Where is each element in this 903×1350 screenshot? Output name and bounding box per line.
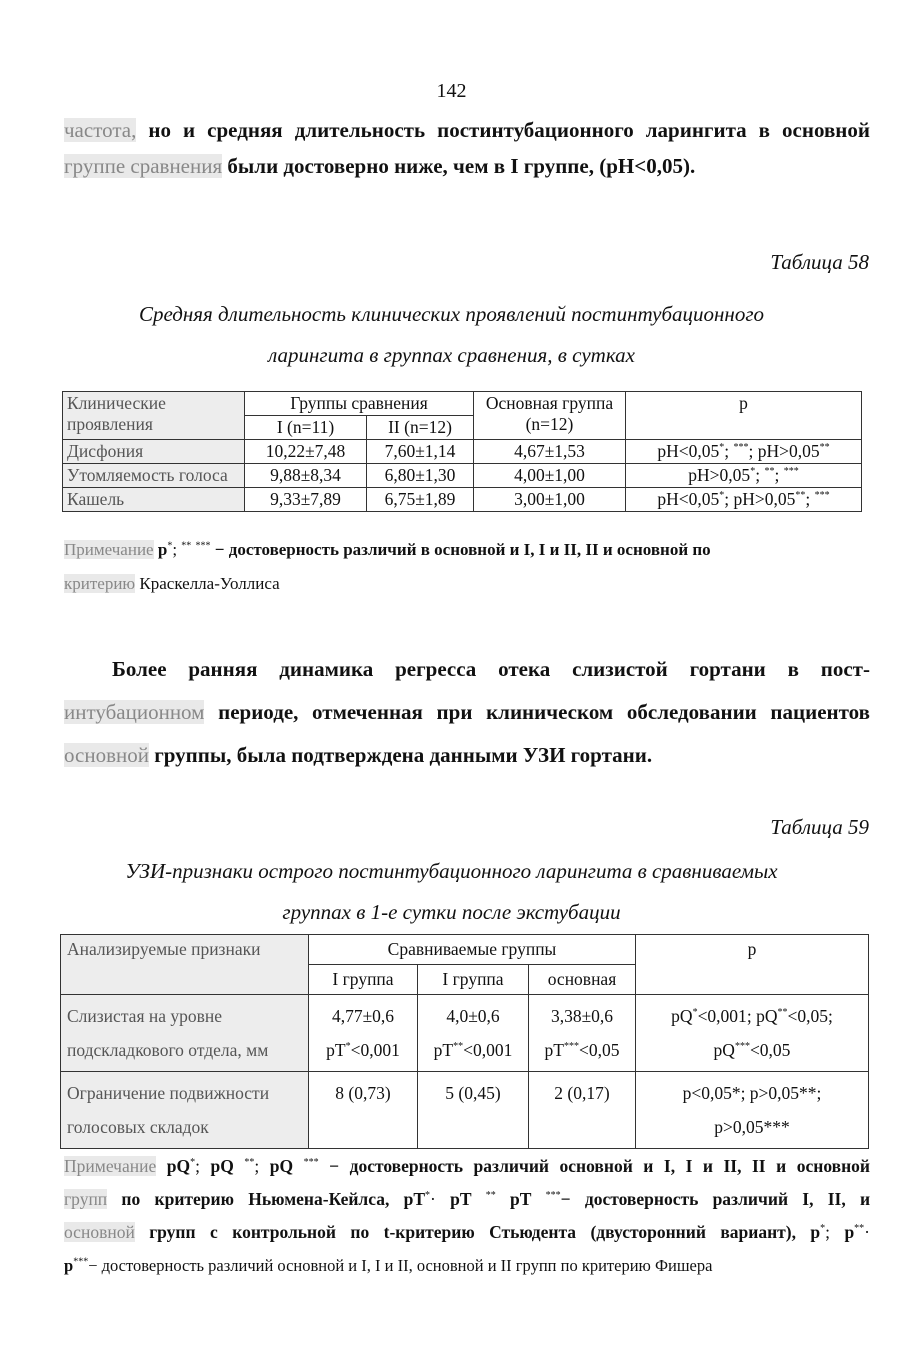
star-mark: ** [854, 1223, 865, 1235]
star-mark: *** [195, 540, 211, 552]
table-row [61, 995, 869, 1072]
pt-value: <0,001 [463, 1040, 513, 1060]
row-name-line: подскладкового отдела, мм [67, 1040, 269, 1060]
header-group-2: II (n=12) [367, 416, 474, 440]
star-mark: ** [777, 1007, 788, 1019]
note-text: − достоверность различий в основной и I, I и II, II и основной по [210, 540, 711, 559]
pt-value: <0,001 [350, 1040, 400, 1060]
p-line: p<0,05*; p>0,05**; [682, 1083, 822, 1103]
table-59-caption: Таблица 59 [770, 815, 869, 839]
paragraph-text: Более ранняя динамика регресса отека слизистой гортани в пост- [112, 657, 870, 681]
p-line: p>0,05*** [714, 1117, 790, 1137]
cell-g1 [309, 995, 418, 1072]
faded-word: группе сравнения [64, 154, 223, 178]
cell-g1: 10,22±7,48 [245, 440, 367, 464]
note-p: p [64, 1256, 74, 1275]
cell-p [626, 488, 862, 512]
star-mark: *** [303, 1157, 319, 1169]
faded-word: интубационном [64, 700, 205, 724]
p-value: ; pH>0,05 [748, 441, 820, 461]
pt-label: pT [433, 1040, 454, 1060]
note-p: p [157, 540, 168, 559]
cell-g2: 6,80±1,30 [367, 464, 474, 488]
row-name-line: Слизистая на уровне [67, 1006, 223, 1026]
header-group-1: I (n=11) [245, 416, 367, 440]
note-text: по критерию Ньюмена-Кейлса, [107, 1189, 404, 1209]
cell-value: 4,0±0,6 [446, 1006, 500, 1026]
p-value: pH<0,05 [657, 441, 720, 461]
star-mark: * [345, 1041, 351, 1053]
header-signs: Анализируемые признаки [61, 935, 309, 995]
cell-g2 [418, 995, 529, 1072]
note-label: Примечание [64, 1156, 157, 1176]
pt-value: <0,05 [578, 1040, 620, 1060]
cell-p: pH>0,05*; **; *** [626, 464, 862, 488]
faded-word: групп [64, 1189, 108, 1209]
header-p: p [626, 392, 862, 440]
cell-main [529, 995, 636, 1072]
paragraph-text: периоде, отмеченная при клиническом обследовании пациентов [204, 700, 870, 724]
star-mark: ** [244, 1157, 255, 1169]
row-name: Дисфония [63, 440, 245, 464]
cell-g2: 5 (0,45) [418, 1072, 529, 1149]
cell-p [636, 1072, 869, 1149]
header-group-1: I группа [309, 965, 418, 995]
cell-main: 4,00±1,00 [474, 464, 626, 488]
star-mark: *** [73, 1256, 89, 1268]
pq-label: pQ [756, 1006, 778, 1026]
pq-value: <0,05 [749, 1040, 791, 1060]
star-mark: ** [795, 490, 806, 502]
p-value: pH>0,05 [688, 465, 751, 485]
note-text: − достоверность различий основной и I, I и II, II и основной [318, 1156, 870, 1176]
cell-pvalue [535, 1033, 629, 1067]
page-number: 142 [436, 80, 467, 102]
cell-g1: 9,88±8,34 [245, 464, 367, 488]
cell-pvalue [315, 1033, 411, 1067]
cell-value: 3,38±0,6 [550, 1006, 614, 1026]
pq-value: <0,05 [787, 1006, 828, 1026]
star-mark: ** [819, 442, 830, 454]
row-name-line: Ограничение подвижности [67, 1083, 270, 1103]
title-line: группах в 1-е сутки после экстубации [282, 900, 621, 924]
pt-label: pT [326, 1040, 346, 1060]
faded-word: основной [64, 1222, 135, 1242]
header-p: p [636, 935, 869, 995]
pq-label: pQ [713, 1040, 735, 1060]
table-58 [62, 391, 862, 512]
row-name: Кашель [63, 488, 245, 512]
row-name [61, 995, 309, 1072]
paragraph-2 [64, 648, 870, 777]
paragraph-text: но и средняя длительность постинтубационного ларингита в основной [136, 118, 870, 142]
pq-value: <0,001 [697, 1006, 747, 1026]
note-label: Примечание [64, 540, 154, 559]
note-text: − достоверность различий основной и I, I и II, основной и II групп по критерию Фишера [88, 1256, 713, 1275]
cell-main: 3,00±1,00 [474, 488, 626, 512]
p-line: pQ*<0,001; pQ**<0,05; [671, 1006, 833, 1026]
p-value: ; [805, 489, 811, 509]
star-mark: * [692, 1007, 698, 1019]
table-59-title [0, 851, 903, 933]
star-mark: ** [181, 540, 192, 552]
separator: ; [746, 1006, 757, 1026]
star-mark: ** [485, 1190, 496, 1202]
faded-word: основной [64, 743, 149, 767]
table-59-note: Примечание pQ*; pQ **; pQ *** − достоверность различий основной и I, I и II, II и основной групп по критерию Ньюмена-Кейлса, pT*· pT ** pT ***− достоверность различий I, II, и основной групп с контрольной по t-критерию Стьюдента (двусторонний вариант), p*; p**· p***− достоверность различий основной и I, I и II, основной и II групп по критерию Фишера [64, 1156, 871, 1275]
cell-g2: 6,75±1,89 [367, 488, 474, 512]
star-mark: * [719, 442, 725, 454]
note-pq: pQ [210, 1156, 234, 1176]
star-mark: * [425, 1190, 431, 1202]
note-text: Краскелла-Уоллиса [135, 574, 280, 593]
star-mark: *** [783, 466, 799, 478]
faded-word: частота, [64, 118, 137, 142]
star-mark: * [167, 540, 173, 552]
row-name [61, 1072, 309, 1149]
star-mark: *** [545, 1190, 561, 1202]
p-value: pH<0,05 [657, 489, 720, 509]
cell-g1: 9,33±7,89 [245, 488, 367, 512]
note-pt: pT [510, 1189, 532, 1209]
pq-label: pQ [671, 1006, 693, 1026]
title-line: Средняя длительность клинических проявлений постинтубационного [138, 302, 765, 326]
cell-g1: 8 (0,73) [309, 1072, 418, 1149]
star-mark: ** [453, 1041, 464, 1053]
cell-p: pH<0,05*; ***; pH>0,05** [626, 440, 862, 464]
cell-main: 4,67±1,53 [474, 440, 626, 464]
star-mark: * [820, 1223, 826, 1235]
cell-g2: 7,60±1,14 [367, 440, 474, 464]
p-value: ; pH>0,05 [724, 489, 796, 509]
star-mark: * [190, 1157, 196, 1169]
row-name: Утомляемость голоса [63, 464, 245, 488]
table-58-title [0, 294, 903, 376]
cell-main: 2 (0,17) [529, 1072, 636, 1149]
table-58-note: Примечание p*; ** *** − достоверность различий в основной и I, I и II, II и основной по критерию Краскелла-Уоллиса [64, 540, 711, 593]
star-mark: ** [764, 466, 775, 478]
star-mark: *** [814, 490, 830, 502]
faded-word: критерию [64, 574, 136, 593]
note-pq: pQ [269, 1156, 294, 1176]
note-pt: pT [403, 1189, 426, 1209]
star-mark: *** [734, 1041, 750, 1053]
note-pt: pT [450, 1189, 472, 1209]
table-row [61, 1072, 869, 1149]
paragraph-1 [64, 112, 870, 184]
title-line: УЗИ-признаки острого постинтубационного ларингита в сравниваемых [125, 859, 778, 883]
star-mark: * [750, 466, 756, 478]
table-row [63, 464, 862, 488]
note-text: групп с контрольной по t-критерию Стьюдента (двусторонний вариант), [134, 1222, 811, 1242]
table-row [63, 488, 862, 512]
star-mark: * [719, 490, 725, 502]
header-groups: Группы сравнения [245, 392, 474, 416]
header-main-group: Основная группа (n=12) [474, 392, 626, 440]
table-row [63, 440, 862, 464]
cell-value: 4,77±0,6 [331, 1006, 395, 1026]
header-group-2: I группа [418, 965, 529, 995]
header-clinical: Клинические проявления [63, 392, 245, 440]
p-line [642, 1033, 862, 1067]
paragraph-text: были достоверно ниже, чем в I группе, (pH<0,05). [222, 154, 696, 178]
note-pq: pQ [166, 1156, 191, 1176]
pt-label: pT [544, 1040, 564, 1060]
row-name-line: голосовых складок [67, 1117, 209, 1137]
table-58-caption: Таблица 58 [770, 250, 869, 274]
star-mark: *** [563, 1041, 579, 1053]
star-mark: *** [733, 442, 749, 454]
note-p: p [844, 1222, 855, 1242]
cell-p [636, 995, 869, 1072]
header-main-group: основная [529, 965, 636, 995]
note-p: p [810, 1222, 821, 1242]
cell-pvalue [424, 1033, 522, 1067]
note-text: − достоверность различий I, II, и [560, 1189, 871, 1209]
paragraph-text: группы, была подтверждена данными УЗИ гортани. [148, 743, 653, 767]
title-line: ларингита в группах сравнения, в сутках [268, 343, 635, 367]
table-59 [60, 934, 869, 1149]
header-groups: Сравниваемые группы [309, 935, 636, 965]
